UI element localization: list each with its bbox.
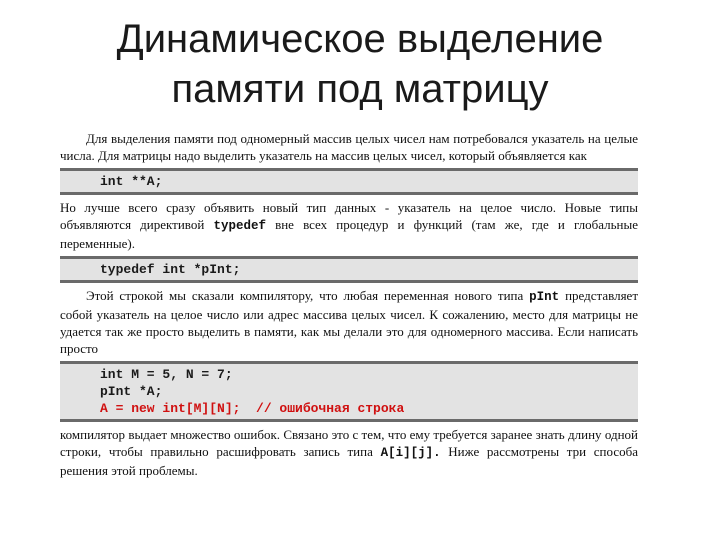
paragraph-text: Ниже рассмотрены три способа решения этой проблемы. — [60, 444, 638, 478]
slide-title — [0, 14, 720, 114]
title-line-1: Динамическое выделение — [116, 17, 604, 61]
inline-code-typedef: typedef — [213, 219, 266, 233]
code-line: int **A; — [100, 174, 163, 189]
paragraph-pint — [60, 287, 638, 357]
code-block-pointer-declaration — [60, 168, 638, 195]
code-line: int M = 5, N = 7; — [100, 367, 233, 382]
paragraph-text: вне всех процедур и функций (там же, где и глобальные переменные). — [60, 217, 639, 251]
paragraph-text: Этой строкой мы сказали компилятору, что любая переменная нового типа — [86, 288, 524, 303]
code-block-matrix-attempt — [60, 361, 638, 422]
scanned-textbook-excerpt — [60, 130, 638, 479]
inline-code-pint: pInt — [529, 290, 560, 304]
paragraph-text: компилятор выдает множество ошибок. Связано это с тем, что ему требуется заранее знать длину одной строки, чтобы правильно расшифровать запись типа — [60, 427, 638, 459]
paragraph-text: представляет собой указатель на целое число или адрес массива целых чисел. К сожалению, место для матрицы не удается так же просто выделить в памяти, как мы делали это для одномерного массива. Если написать просто — [60, 288, 639, 356]
paragraph-typedef — [60, 199, 638, 252]
code-line-error: A = new int[M][N]; // ошибочная строка — [100, 401, 405, 416]
paragraph-intro: Для выделения памяти под одномерный массив целых чисел нам потребовался указатель на целые числа. Для матрицы надо выделить указатель на массив целых чисел, который объявляется как — [60, 131, 638, 163]
paragraph-compiler-errors — [60, 426, 638, 479]
paragraph-text: Но лучше всего сразу объявить новый тип данных - указатель на целое число. Новые типы объявляются директивой — [60, 200, 638, 232]
code-line: pInt *A; — [100, 384, 163, 399]
title-line-2: памяти под матрицу — [171, 67, 549, 111]
code-block-typedef — [60, 256, 638, 283]
inline-code-index: A[i][j]. — [380, 446, 441, 460]
code-line: typedef int *pInt; — [100, 262, 241, 277]
